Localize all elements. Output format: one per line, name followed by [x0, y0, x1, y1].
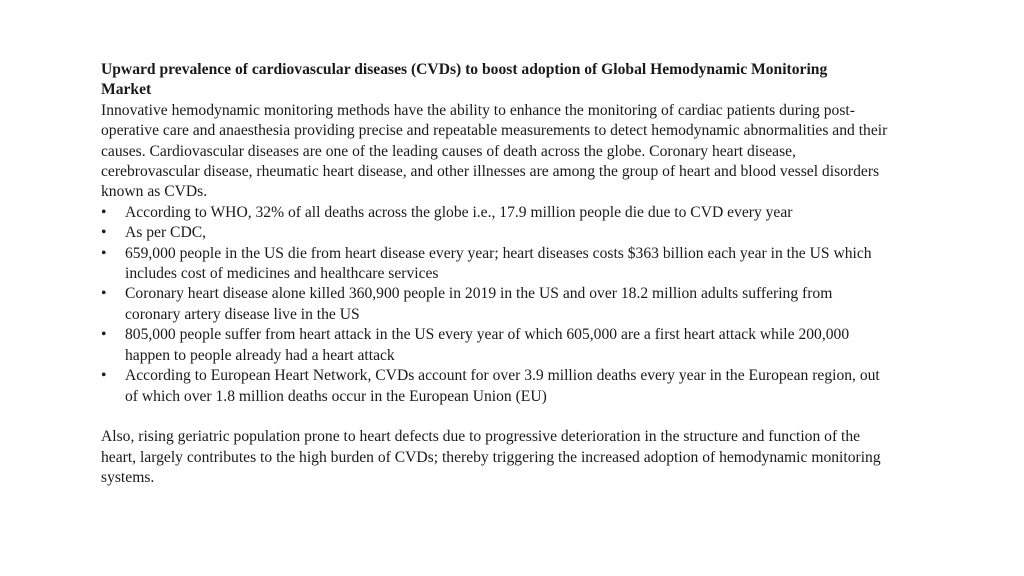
bullet-text: 805,000 people suffer from heart attack in the US every year of which 605,000 are a first heart attack while 200,000 happen to people already had a heart attack — [125, 326, 865, 364]
bullet-text: According to WHO, 32% of all deaths across the globe i.e., 17.9 million people die due to CVD every year — [125, 203, 793, 221]
bullet-icon: • — [101, 285, 107, 303]
bullet-item — [101, 244, 891, 285]
bullet-icon: • — [101, 224, 107, 242]
bullet-icon: • — [101, 244, 107, 262]
bullet-icon: • — [101, 367, 107, 385]
bullet-item — [101, 366, 891, 407]
bullet-text: Coronary heart disease alone killed 360,900 people in 2019 in the US and over 18.2 million adults suffering from coronary artery disease live in the US — [125, 285, 848, 323]
bullet-item — [101, 223, 891, 243]
bullet-item — [101, 325, 891, 366]
bullet-text: 659,000 people in the US die from heart disease every year; heart diseases costs $363 billion each year in the US which includes cost of medicines and healthcare services — [125, 244, 888, 283]
bullet-item — [101, 203, 891, 223]
slide-title: Upward prevalence of cardiovascular diseases (CVDs) to boost adoption of Global Hemodynamic Monitoring Market — [101, 61, 828, 99]
bullet-text: As per CDC, — [125, 224, 206, 242]
bullet-text: According to European Heart Network, CVDs account for over 3.9 million deaths every year in the European region, out of which over 1.8 million deaths occur in the European Union (EU) — [125, 367, 880, 405]
intro-paragraph: Innovative hemodynamic monitoring methods have the ability to enhance the monitoring of cardiac patients during post-operative care and anaesthesia providing precise and repeatable measurements to detect hemodynamic abnormalities and their causes. Cardiovascular diseases are one of the leading causes of death across the globe. Coronary heart disease, cerebrovascular disease, rheumatic heart disease, and other illnesses are among the group of heart and blood vessel disorders known as CVDs. — [101, 101, 888, 201]
bullet-item — [101, 284, 891, 325]
closing-paragraph: Also, rising geriatric population prone to heart defects due to progressive deterioration in the structure and function of the heart, largely contributes to the high burden of CVDs; thereby triggering the increased adoption of hemodynamic monitoring systems. — [101, 428, 881, 487]
bullet-icon: • — [101, 203, 107, 221]
slide-content — [101, 60, 891, 489]
bullet-icon: • — [101, 326, 107, 344]
bullet-list — [101, 203, 891, 407]
